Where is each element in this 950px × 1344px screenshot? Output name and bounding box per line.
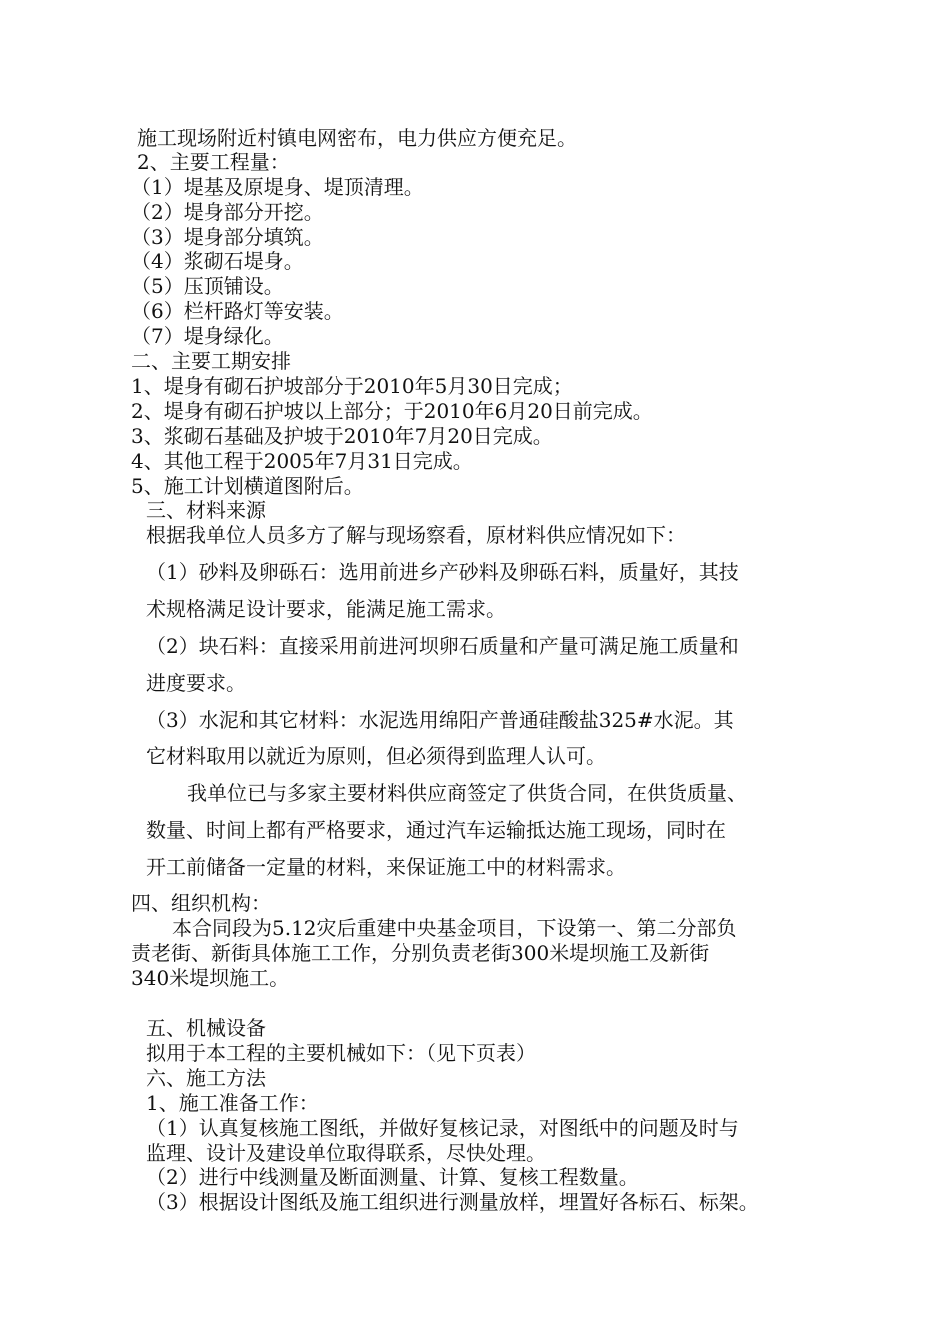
- schedule-item: 3、浆砌石基础及护坡于2010年7月20日完成。: [131, 424, 553, 448]
- methods-heading: 六、施工方法: [146, 1066, 266, 1090]
- methods-line: （1）认真复核施工图纸，并做好复核记录，对图纸中的问题及时与: [146, 1116, 739, 1140]
- schedule-item: 1、堤身有砌石护坡部分于2010年5月30日完成；: [131, 374, 573, 398]
- materials-line: 它材料取用以就近为原则，但必须得到监理人认可。: [146, 744, 606, 768]
- quantity-item: （1）堤基及原堤身、堤顶清理。: [131, 175, 424, 199]
- materials-line: （1）砂料及卵砾石：选用前进乡产砂料及卵砾石料，质量好，其技: [146, 560, 739, 584]
- machinery-heading: 五、机械设备: [146, 1016, 266, 1040]
- quantity-item: （5）压顶铺设。: [131, 274, 284, 298]
- materials-intro: 根据我单位人员多方了解与现场察看，原材料供应情况如下：: [146, 523, 686, 547]
- organization-heading: 四、组织机构：: [131, 891, 271, 915]
- materials-line: 开工前储备一定量的材料，来保证施工中的材料需求。: [146, 855, 626, 879]
- quantity-item: （7）堤身绿化。: [131, 324, 284, 348]
- materials-line: 我单位已与多家主要材料供应商签定了供货合同，在供货质量、: [187, 781, 747, 805]
- methods-line: 监理、设计及建设单位取得联系，尽快处理。: [146, 1141, 546, 1165]
- quantity-item: （2）堤身部分开挖。: [131, 200, 324, 224]
- schedule-item: 5、施工计划横道图附后。: [131, 474, 364, 498]
- organization-line: 责老街、新街具体施工工作，分别负责老街300米堤坝施工及新街: [131, 941, 710, 965]
- schedule-item: 2、堤身有砌石护坡以上部分；于2010年6月20日前完成。: [131, 399, 653, 423]
- organization-line: 340米堤坝施工。: [131, 966, 290, 990]
- methods-subheading: 1、施工准备工作：: [146, 1091, 319, 1115]
- materials-line: （2）块石料：直接采用前进河坝卵石质量和产量可满足施工质量和: [146, 634, 739, 658]
- schedule-heading: 二、主要工期安排: [131, 349, 291, 373]
- materials-line: 术规格满足设计要求，能满足施工需求。: [146, 597, 506, 621]
- quantity-item: （4）浆砌石堤身。: [131, 249, 304, 273]
- quantity-item: （3）堤身部分填筑。: [131, 225, 324, 249]
- materials-heading: 三、材料来源: [146, 498, 266, 522]
- quantity-item: （6）栏杆路灯等安装。: [131, 299, 344, 323]
- materials-line: 进度要求。: [146, 671, 246, 695]
- materials-line: 数量、时间上都有严格要求，通过汽车运输抵达施工现场，同时在: [146, 818, 726, 842]
- methods-line: （2）进行中线测量及断面测量、计算、复核工程数量。: [146, 1165, 639, 1189]
- materials-line: （3）水泥和其它材料：水泥选用绵阳产普通硅酸盐325#水泥。其: [146, 708, 734, 732]
- intro-line: 施工现场附近村镇电网密布，电力供应方便充足。: [137, 126, 577, 150]
- organization-line: 本合同段为5.12灾后重建中央基金项目，下设第一、第二分部负: [172, 916, 737, 940]
- schedule-item: 4、其他工程于2005年7月31日完成。: [131, 449, 473, 473]
- machinery-text: 拟用于本工程的主要机械如下：（见下页表）: [146, 1041, 536, 1065]
- quantities-heading: 2、主要工程量：: [137, 150, 290, 174]
- methods-line: （3）根据设计图纸及施工组织进行测量放样，埋置好各标石、标架。: [146, 1190, 759, 1214]
